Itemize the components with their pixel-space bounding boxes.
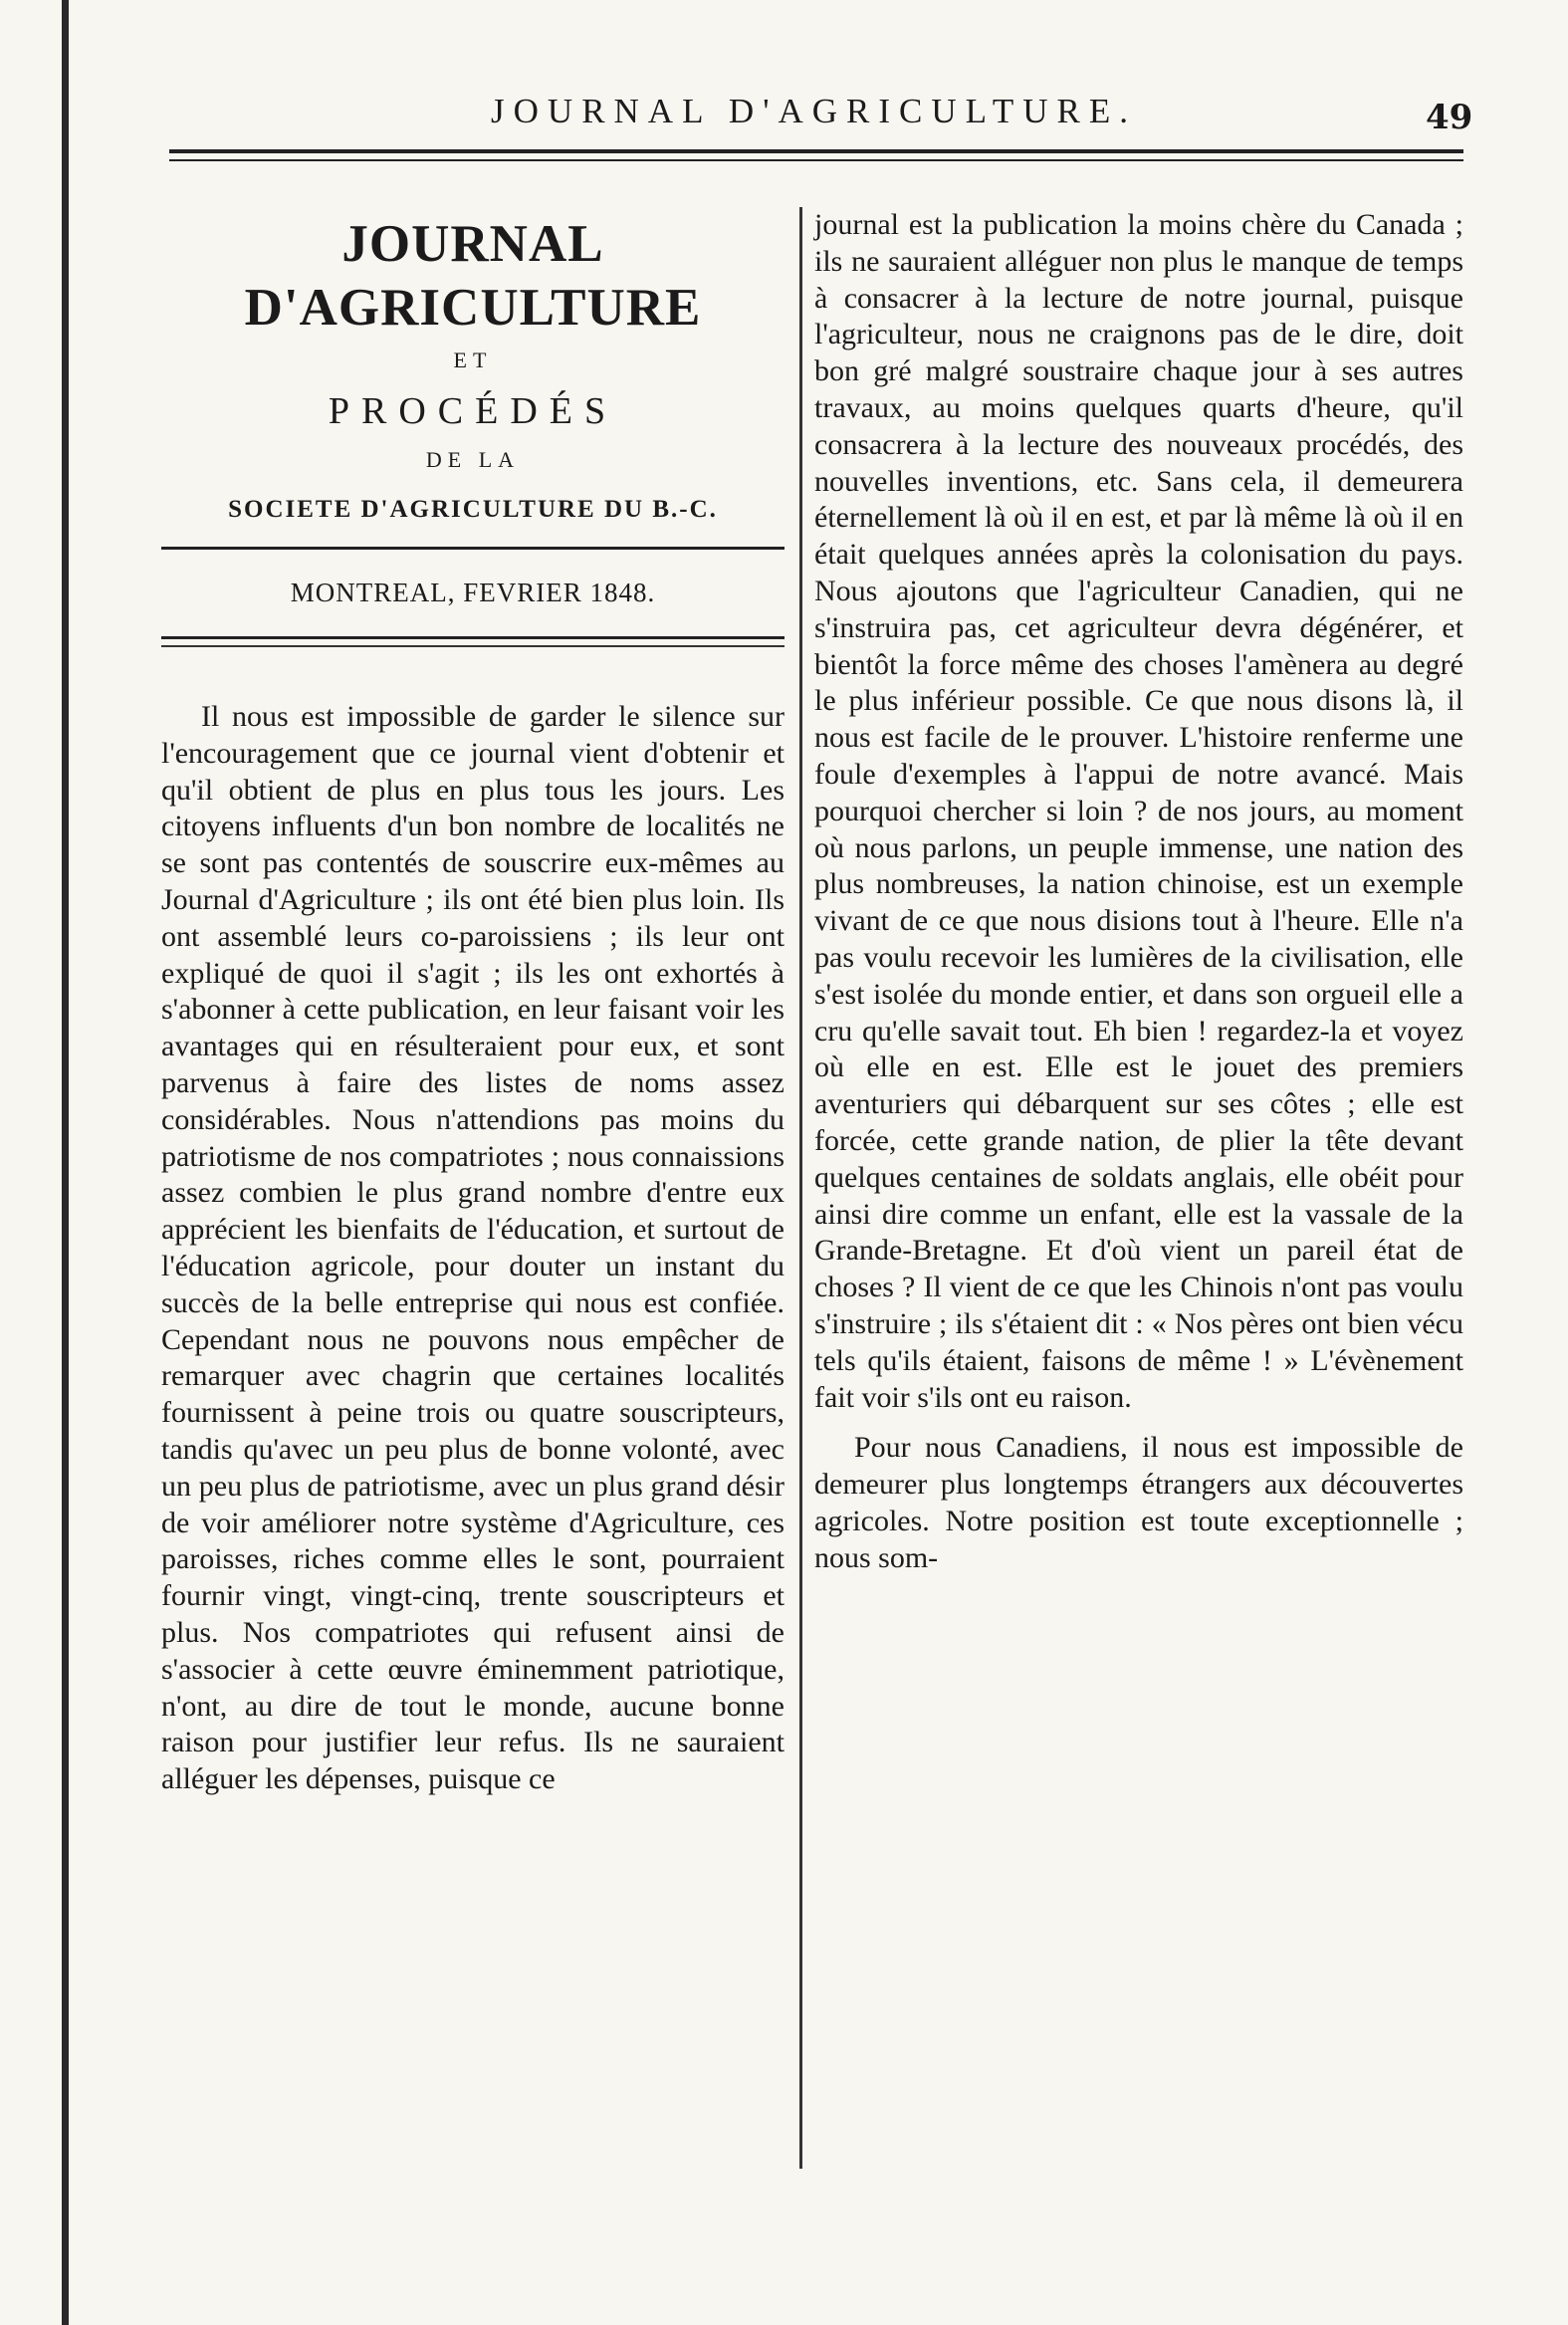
column-divider	[799, 207, 802, 2169]
masthead-et: ET	[453, 348, 493, 372]
dateline-rule-thick	[161, 636, 784, 639]
page-number: 49	[1426, 98, 1473, 137]
masthead-de-la: DE LA	[425, 447, 521, 472]
binding-edge-rule	[62, 0, 69, 2325]
dateline-rule-thin	[161, 645, 784, 647]
article-paragraph: Il nous est impossible de garder le silence sur l'encouragement que ce journal vient d'obtenir et qu'il obtient de plus en plus tous les jours. Les citoyens influents d'un bon nombre de localités ne se sont pas contentés de souscrire eux-mêmes au Journal d'Agriculture ; ils ont été bien plus loin. Ils ont assemblé leurs co-paroissiens ; ils leur ont expliqué de quoi il s'agit ; ils les ont exhortés à s'abonner à cette publication, en leur faisant voir les avantages qui en résulteraient pour eux, et sont parvenus à faire des listes de noms assez considérables. Nous n'attendions pas moins du patriotisme de nos compatriotes ; nous connaissions assez combien le plus grand nombre d'entre eux apprécient les bienfaits de l'éducation, et surtout de l'éducation agricole, pour douter un instant du succès de la belle entreprise qui nous est confiée. Cependant nous ne pouvons nous empêcher de remarquer avec chagrin que certaines localités fournissent à peine trois ou quatre souscripteurs, tandis qu'avec un peu plus de bonne volonté, avec un peu plus de patriotisme, avec un plus grand désir de voir améliorer notre système d'Agriculture, ces paroisses, riches comme elles le sont, pourraient fournir vingt, vingt-cinq, trente souscripteurs et plus. Nos compatriotes qui refusent ainsi de s'associer à cette œuvre éminemment patriotique, n'ont, au dire de tout le monde, aucune bonne raison pour justifier leur refus. Ils ne sauraient alléguer les dépenses, puisque ce	[161, 700, 784, 1796]
right-column	[814, 207, 1463, 1576]
article-paragraph: Pour nous Canadiens, il nous est impossible de demeurer plus longtemps étrangers aux découvertes agricoles. Notre position est toute exceptionnelle ; nous som-	[814, 1431, 1463, 1574]
masthead-rule	[161, 547, 784, 550]
masthead-title: JOURNAL D'AGRICULTURE	[244, 215, 702, 337]
running-head: JOURNAL D'AGRICULTURE.	[491, 92, 1137, 130]
header-rule-thin	[169, 159, 1463, 161]
header-rule-thick	[169, 149, 1463, 153]
article-paragraph-continued: journal est la publication la moins chère du Canada ; ils ne sauraient alléguer non plus le manque de temps à consacrer à la lecture de notre journal, puisque l'agriculteur, nous ne craignons pas de le dire, doit bon gré malgré soustraire chaque jour à ses autres travaux, au moins quelques quarts d'heure, qu'il consacrera à la lecture des nouveaux procédés, des nouvelles inventions, etc. Sans cela, il demeurera éternellement là où il en est, et par là même là où il en était quelques années après la colonisation du pays. Nous ajoutons que l'agriculteur Canadien, qui ne s'instruira pas, cet agriculteur devra dégénérer, et bientôt la force même des choses l'amènera au degré le plus inférieur possible. Ce que nous disons là, il nous est facile de le prouver. L'histoire renferme une foule d'exemples à l'appui de notre avancé. Mais pourquoi chercher si loin ? de nos jours, au moment où nous parlons, un peuple immense, une nation des plus nombreuses, la nation chinoise, est un exemple vivant de ce que nous disions tout à l'heure. Elle n'a pas voulu recevoir les lumières de la civilisation, elle s'est isolée du monde entier, et dans son orgueil elle a cru qu'elle savait tout. Eh bien ! regardez-la et voyez où elle en est. Elle est le jouet des premiers aventuriers qui débarquent sur ses côtes ; elle est forcée, cette grande nation, de plier la tête devant quelques centaines de soldats anglais, elle obéit pour ainsi dire comme un enfant, elle est la vassale de la Grande-Bretagne. Et d'où vient un pareil état de choses ? Il vient de ce que les Chinois n'ont pas voulu s'instruire ; ils s'étaient dit : « Nos pères ont bien vécu tels qu'ils étaient, faisons de même ! » L'évènement fait voir s'ils ont eu raison.	[814, 208, 1463, 1414]
left-column	[161, 207, 784, 1798]
masthead-society: SOCIETE D'AGRICULTURE DU B.-C.	[228, 496, 718, 523]
article-body-left	[161, 699, 784, 1798]
article-body-right	[814, 207, 1463, 1576]
masthead-subtitle: PROCÉDÉS	[328, 390, 618, 432]
dateline: MONTREAL, FEVRIER 1848.	[290, 578, 656, 607]
